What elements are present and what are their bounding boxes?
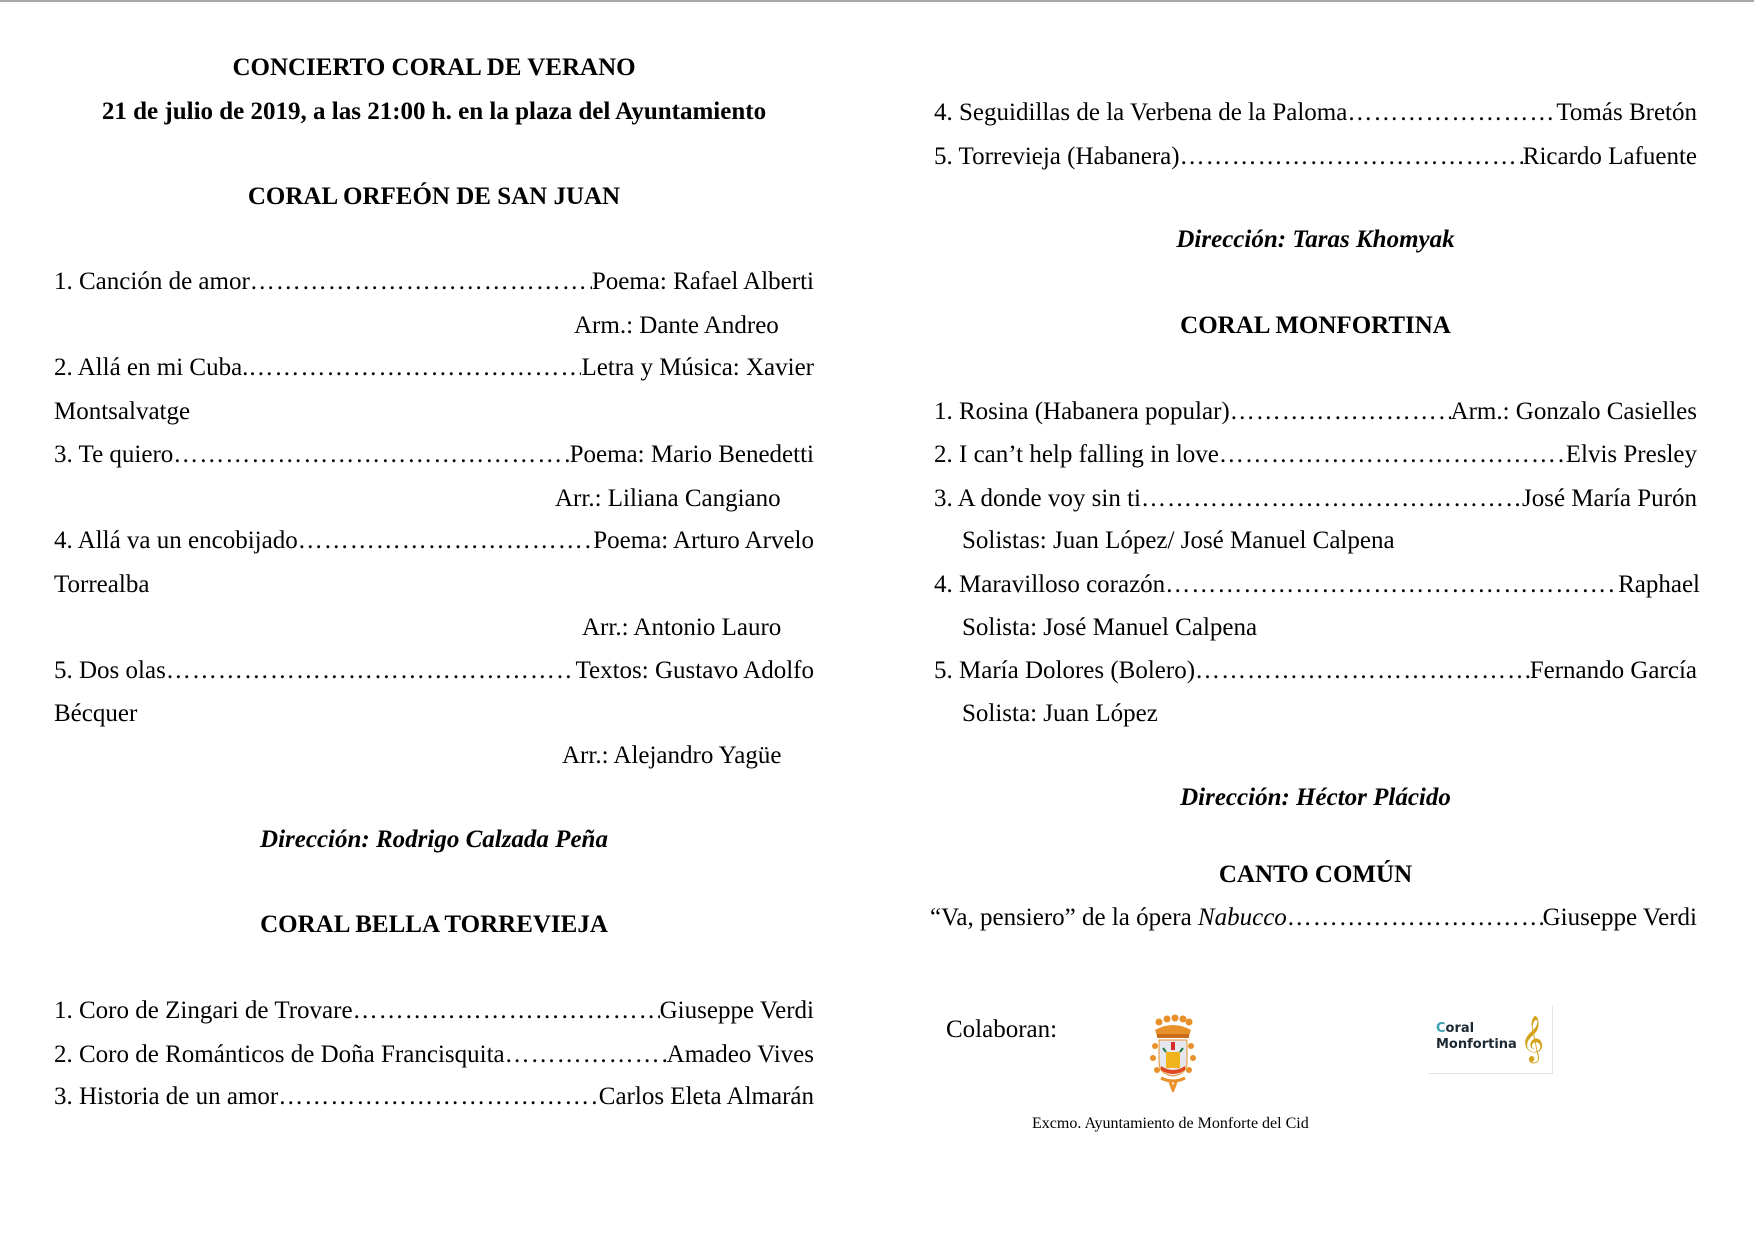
leader-dots (1165, 570, 1618, 600)
item-author: Tomás Bretón (1556, 99, 1697, 126)
item-author: Poema: Mario Benedetti (569, 441, 814, 468)
leader-dots (353, 996, 660, 1026)
direction-monfortina: Dirección: Héctor Plácido (1180, 784, 1451, 811)
concert-title: CONCIERTO CORAL DE VERANO (232, 54, 636, 81)
section-heading-monfortina: CORAL MONFORTINA (1180, 312, 1451, 339)
item-author-continued: Bécquer (54, 700, 138, 727)
program-item (934, 570, 1700, 600)
item-title: 3. Te quiero (54, 441, 174, 468)
leader-dots (250, 267, 592, 297)
item-author: Poema: Arturo Arvelo (593, 527, 814, 554)
leader-dots (278, 1082, 599, 1112)
item-author: Fernando García (1529, 657, 1697, 684)
leader-dots (298, 526, 593, 556)
item-author: Giuseppe Verdi (659, 997, 814, 1024)
program-item (934, 98, 1697, 128)
section-heading-bella: CORAL BELLA TORREVIEJA (260, 911, 608, 938)
item-arranger: Arr.: Liliana Cangiano (555, 485, 781, 512)
direction-bella: Dirección: Taras Khomyak (1176, 226, 1455, 253)
item-author: Ricardo Lafuente (1522, 143, 1697, 170)
program-item (934, 484, 1697, 514)
item-author-continued: Torrealba (54, 571, 150, 598)
item-title (930, 903, 1287, 933)
item-title: 1. Rosina (Habanera popular) (934, 398, 1230, 425)
opera-name: Nabucco (1197, 904, 1287, 931)
item-author: Raphael (1618, 571, 1700, 598)
program-item (54, 1082, 814, 1112)
item-title: 1. Canción de amor (54, 268, 250, 295)
item-title: 2. Allá en mi Cuba. (54, 354, 249, 381)
item-arranger: Arr.: Antonio Lauro (582, 614, 782, 641)
program-item (54, 267, 814, 297)
item-title: 5. Dos olas (54, 657, 166, 684)
item-soloists: Solistas: Juan López/ José Manuel Calpena (962, 527, 1395, 554)
item-title-text: “Va, pensiero” de la ópera (930, 904, 1198, 931)
logo-text (1436, 1021, 1517, 1053)
item-author: Elvis Presley (1565, 441, 1697, 468)
item-title: 5. María Dolores (Bolero) (934, 657, 1196, 684)
direction-orfeon: Dirección: Rodrigo Calzada Peña (260, 826, 608, 853)
item-arranger: Arr.: Alejandro Yagüe (562, 742, 782, 769)
item-title: 1. Coro de Zingari de Trovare (54, 997, 353, 1024)
coat-of-arms-icon (1145, 1012, 1201, 1092)
item-soloists: Solista: Juan López (962, 700, 1158, 727)
item-title: 3. A donde voy sin ti (934, 485, 1141, 512)
item-author-continued: Montsalvatge (54, 398, 191, 425)
item-title: 2. Coro de Románticos de Doña Francisquita (54, 1041, 505, 1068)
program-item (54, 656, 814, 686)
crest-caption: Excmo. Ayuntamiento de Monforte del Cid (1032, 1115, 1309, 1132)
item-title: 4. Seguidillas de la Verbena de la Paloma (934, 99, 1348, 126)
program-item (934, 440, 1697, 470)
program-item (54, 526, 814, 556)
program-item (934, 142, 1697, 172)
leader-dots (1287, 903, 1543, 933)
collaborators-label: Colaboran: (946, 1016, 1058, 1043)
item-title: 5. Torrevieja (Habanera) (934, 143, 1180, 170)
item-soloists: Solista: José Manuel Calpena (962, 614, 1258, 641)
leader-dots (173, 440, 569, 470)
item-author: Letra y Música: Xavier (581, 354, 814, 381)
page-top-border (0, 0, 1754, 2)
item-title: 4. Allá va un encobijado (54, 527, 298, 554)
item-author: Amadeo Vives (666, 1041, 814, 1068)
item-arranger: Arm.: Dante Andreo (574, 312, 779, 339)
treble-clef-icon: 𝄞 (1520, 1016, 1544, 1062)
item-author: Carlos Eleta Almarán (598, 1083, 814, 1110)
leader-dots (1219, 440, 1566, 470)
section-heading-orfeon: CORAL ORFEÓN DE SAN JUAN (247, 183, 621, 210)
section-heading-canto: CANTO COMÚN (1218, 861, 1413, 888)
program-item (934, 397, 1697, 427)
leader-dots (166, 656, 576, 686)
program-item (54, 440, 814, 470)
item-author: Textos: Gustavo Adolfo (575, 657, 814, 684)
leader-dots (505, 1040, 667, 1070)
leader-dots (1180, 142, 1523, 172)
item-author: Giuseppe Verdi (1542, 904, 1697, 931)
item-author: José María Purón (1522, 485, 1697, 512)
item-title: 2. I can’t help falling in love (934, 441, 1219, 468)
logo-line-2: Monfortina (1436, 1037, 1517, 1052)
program-item (54, 996, 814, 1026)
item-title: 4. Maravilloso corazón (934, 571, 1166, 598)
coral-monfortina-logo (1428, 1005, 1553, 1074)
leader-dots (1230, 397, 1451, 427)
program-item (930, 903, 1697, 933)
item-author: Arm.: Gonzalo Casielles (1450, 398, 1697, 425)
leader-dots (1347, 98, 1556, 128)
program-item (54, 1040, 814, 1070)
leader-dots (248, 353, 581, 383)
crown (1155, 1015, 1193, 1039)
program-item (934, 656, 1697, 686)
program-item (54, 353, 814, 383)
leader-dots (1141, 484, 1522, 514)
concert-date: 21 de julio de 2019, a las 21:00 h. en la plaza del Ayuntamiento (101, 98, 767, 125)
leader-dots (1195, 656, 1530, 686)
item-title: 3. Historia de un amor (54, 1083, 279, 1110)
logo-line-1: Coral (1436, 1021, 1475, 1036)
item-author: Poema: Rafael Alberti (591, 268, 814, 295)
